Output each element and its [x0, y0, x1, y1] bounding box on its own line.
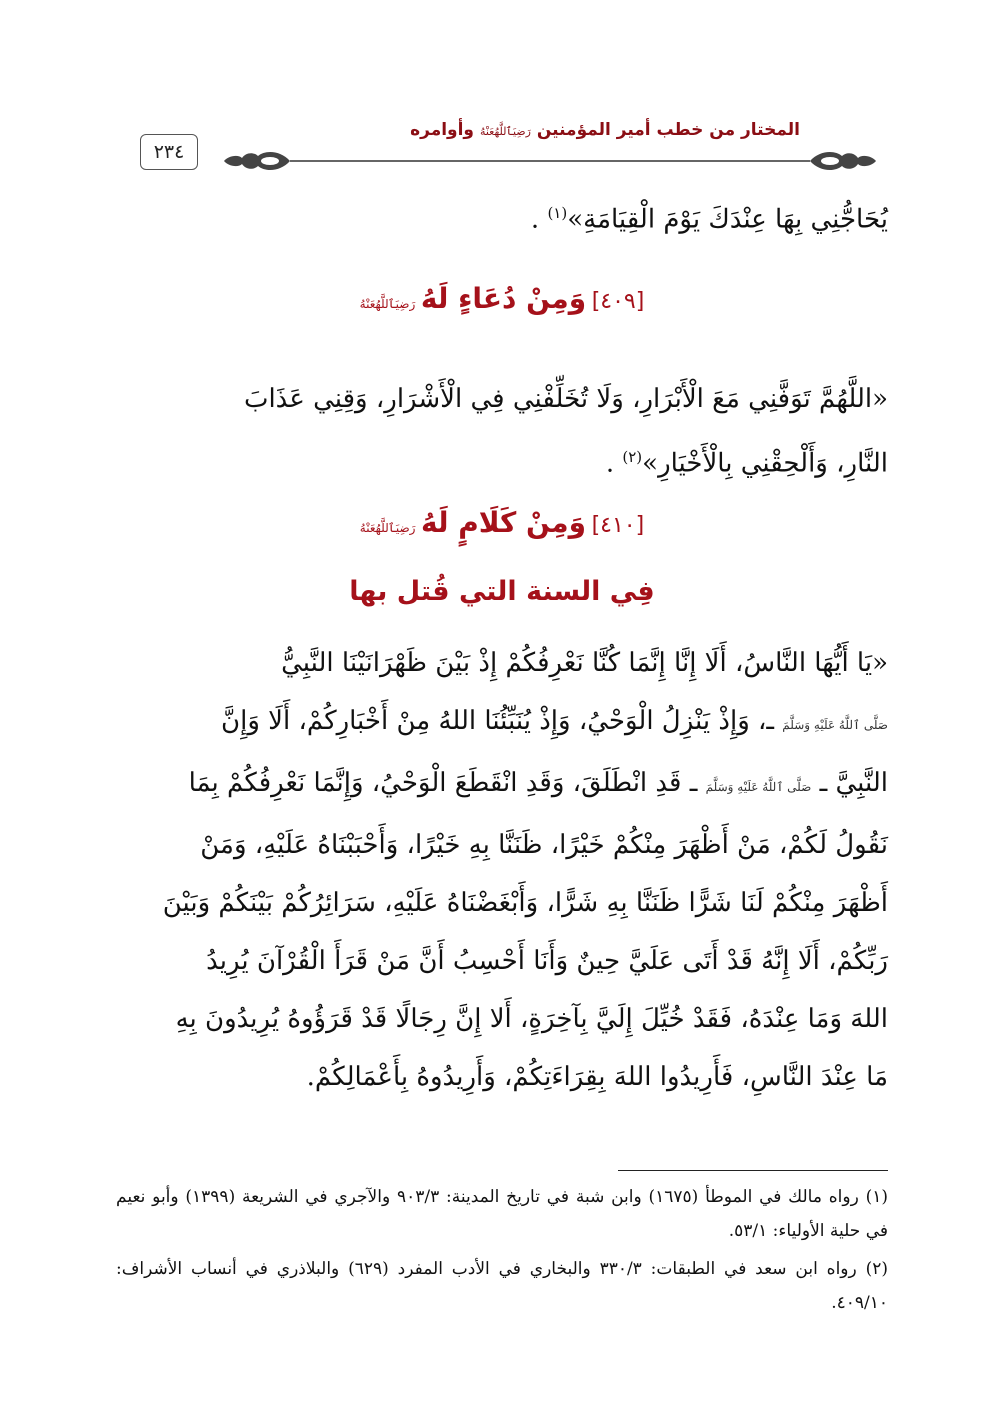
footnote-1: [116, 1180, 888, 1248]
page-number: ٢٣٤: [153, 141, 185, 163]
footnote-divider: [618, 1170, 888, 1171]
footnote-2: [116, 1252, 888, 1320]
text-line: أَظْهَرَ مِنْكُمْ لَنَا شَرًّا ظَنَنَّا بِهِ شَرًّا، وَأَبْغَضْنَاهُ عَلَيْهِ، سَرَائِرُكُمْ بَيْنَكُمْ وَبَيْنَ: [162, 888, 888, 918]
section-body-410: [116, 634, 888, 1106]
section-heading-410: [116, 506, 888, 539]
salutation: صَلَّى ٱللَّهُ عَلَيْهِ وَسَلَّمَ: [705, 780, 812, 794]
text-line: النَّارِ، وَأَلْحِقْنِي بِالْأَخْيَارِ»$^{(٢)}$ .: [605, 448, 888, 479]
footnote-ref: (١): [547, 204, 568, 222]
honorific: رَضِيَٱللَّهُعَنْهُ: [359, 297, 416, 311]
text-line: نَقُولُ لَكُمْ، مَنْ أَظْهَرَ مِنْكُمْ خَيْرًا، ظَنَنَّا بِهِ خَيْرًا، وَأَحْبَبْنَاهُ عَلَيْهِ، وَمَنْ: [200, 830, 888, 860]
honorific: رَضِيَٱللَّهُعَنْهُ: [359, 521, 416, 535]
section-title: وَمِنْ دُعَاءٍ لَهُ: [420, 282, 587, 315]
text-line: «اللَّهُمَّ تَوَفَّنِي مَعَ الْأَبْرَارِ، وَلَا تُخَلِّفْنِي فِي الْأَشْرَارِ، وَقِنِي عَذَابَ: [243, 384, 888, 414]
footnote-number: (١): [865, 1187, 889, 1207]
section-number: [٤٠٩]: [591, 289, 645, 314]
section-subtitle: فِي السنة التي قُتل بها: [349, 576, 655, 607]
text-line: صَلَّى ٱللَّهُ عَلَيْهِ وَسَلَّمَ ـ، وَإِذْ يَنْزِلُ الْوَحْيُ، وَإِذْ يُنَبِّئُنَا اللهُ مِنْ أَخْبَارِكُمْ، أَلَا وَإِنَّ: [221, 706, 888, 736]
section-number: [٤١٠]: [591, 513, 645, 538]
salutation: صَلَّى ٱللَّهُ عَلَيْهِ وَسَلَّمَ: [782, 718, 888, 732]
section-title: وَمِنْ كَلَامٍ لَهُ: [421, 506, 586, 539]
footnote-text: رواه مالك في الموطأ (١٦٧٥) وابن شبة في تاريخ المدينة: ٩٠٣/٣ والآجري في الشريعة (١٣٩٩) وأبو نعيم في حلية الأولياء: ٥٣/١.: [116, 1187, 888, 1241]
text-line: «يَا أَيُّهَا النَّاسُ، أَلَا إِنَّا إِنَّمَا كُنَّا نَعْرِفُكُمْ إِذْ بَيْنَ ظَهْرَانَيْنَا النَّبِيُّ: [281, 648, 888, 678]
footnotes: [116, 1180, 888, 1324]
honorific: رَضِيَٱللَّهُعَنْهُ: [479, 125, 531, 138]
text-line: مَا عِنْدَ النَّاسِ، فَأَرِيدُوا اللهَ بِقِرَاءَتِكُمْ، وَأَرِيدُوهُ بِأَعْمَالِكُمْ.: [306, 1062, 888, 1092]
footnote-text: رواه ابن سعد في الطبقات: ٣٣٠/٣ والبخاري في الأدب المفرد (٦٢٩) والبلاذري في أنساب الأشراف: ٤٠٩/١٠.: [116, 1259, 888, 1313]
continuation-line: يُحَاجُّنِي بِهَا عِنْدَكَ يَوْمَ الْقِيَامَةِ»$^{(١)}$ .: [530, 204, 888, 235]
page-number-box: [140, 134, 198, 170]
text-line: النَّبِيَّ ـ صَلَّى ٱللَّهُ عَلَيْهِ وَسَلَّمَ ـ قَدِ انْطَلَقَ، وَقَدِ انْقَطَعَ الْوَحْيُ، وَإِنَّمَا نَعْرِفُكُمْ بِمَا: [188, 768, 888, 798]
footnote-number: (٢): [865, 1259, 888, 1279]
page-header: [140, 118, 900, 178]
text-line: اللهَ وَمَا عِنْدَهُ، فَقَدْ خُيِّلَ إِلَيَّ بِآخِرَةٍ، أَلا إِنَّ رِجَالًا قَدْ قَرَؤُوهُ يُرِيدُونَ بِهِ: [175, 1004, 888, 1034]
section-body-409: [116, 370, 888, 493]
section-heading-409: [116, 282, 888, 315]
footnote-ref: (٢): [622, 448, 643, 466]
running-title: المختار من خطب أمير المؤمنين رَضِيَٱللَّهُعَنْهُ وأوامره: [410, 120, 800, 140]
text-line: رَبِّكُمْ، أَلَا إِنَّهُ قَدْ أَتَى عَلَيَّ حِينٌ وَأَنَا أَحْسِبُ أَنَّ مَنْ قَرَأَ الْقُرْآنَ يُرِيدُ: [206, 946, 888, 976]
